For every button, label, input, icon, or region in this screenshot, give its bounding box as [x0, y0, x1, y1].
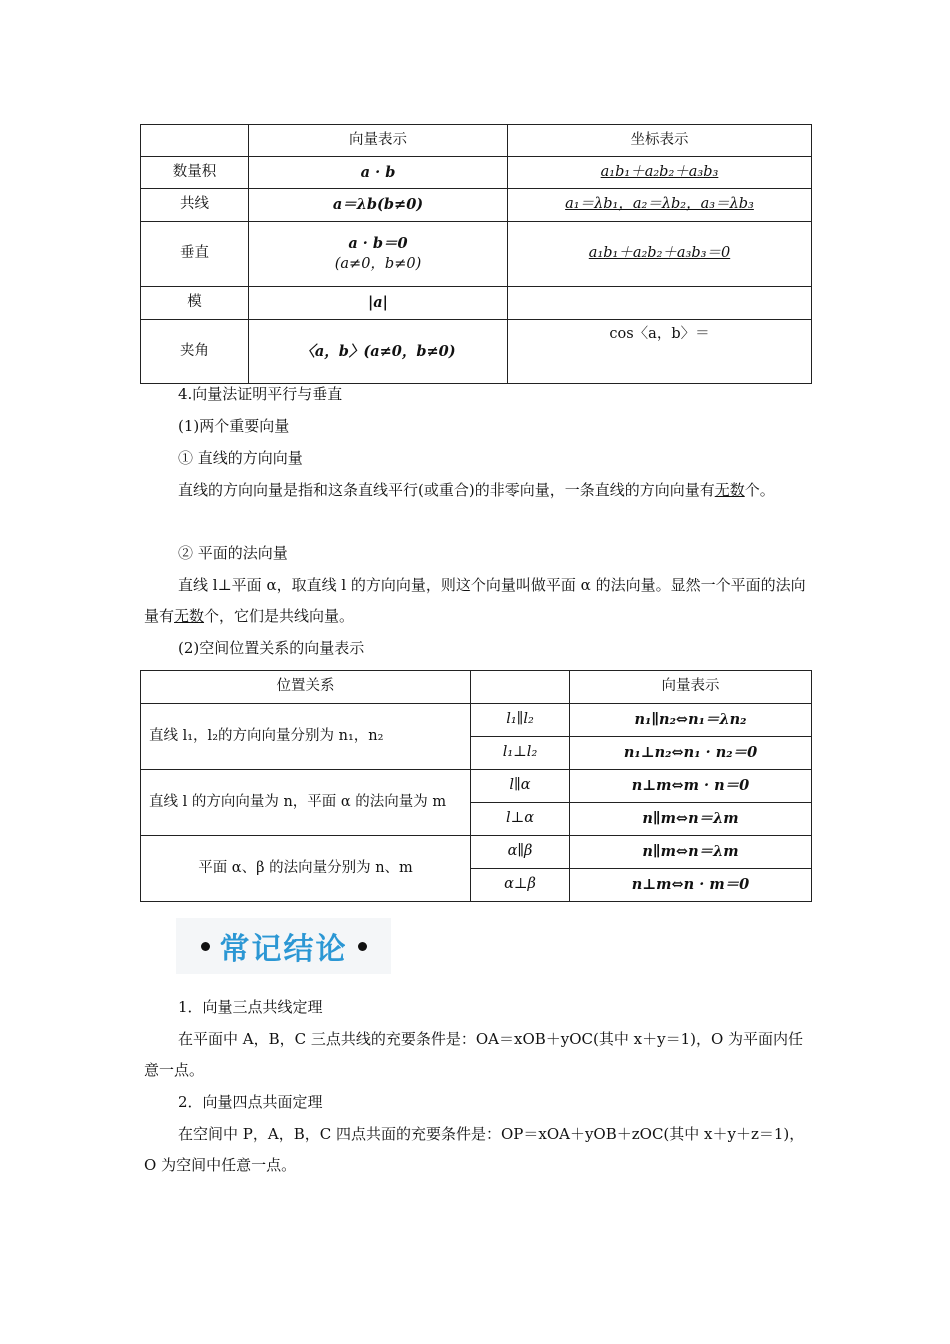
header-cell: 位置关系 — [141, 671, 471, 704]
vector-condition: n⊥m⇔m · n＝0 — [570, 770, 812, 803]
spatial-relations-table — [140, 670, 812, 902]
vector-condition: n⊥m⇔n · m＝0 — [570, 869, 812, 902]
underlined-answer: 无数 — [174, 607, 205, 625]
coordinate-form: a₁b₁＋a₂b₂＋a₃b₃ — [508, 157, 812, 189]
row-label: 数量积 — [141, 157, 249, 189]
table-row — [141, 222, 812, 287]
relation-symbol: l∥α — [471, 770, 570, 803]
item-title: ① 直线的方向向量 — [178, 449, 303, 467]
vector-form — [249, 222, 508, 287]
header-cell: 坐标表示 — [508, 125, 812, 157]
table-row — [141, 320, 812, 384]
header-cell: 向量表示 — [570, 671, 812, 704]
bullet-dot-icon — [201, 942, 210, 951]
table-row — [141, 287, 812, 320]
relation-description: 平面 α、β 的法向量分别为 n、m — [141, 836, 471, 902]
row-label: 夹角 — [141, 320, 249, 384]
bullet-dot-icon — [358, 942, 367, 951]
header-cell — [471, 671, 570, 704]
table-header-row — [141, 125, 812, 157]
conclusions-heading: 常记结论 — [219, 932, 348, 967]
vector-form-line: a · b＝0 — [348, 234, 408, 252]
paragraph-normal-vector — [144, 570, 810, 632]
vector-form: a＝λb(b≠0) — [249, 189, 508, 222]
vector-condition: n∥m⇔n＝λm — [570, 836, 812, 869]
theorem-title: 2．向量四点共面定理 — [178, 1093, 323, 1111]
text-run: 个，它们是共线向量。 — [204, 607, 355, 625]
row-label: 模 — [141, 287, 249, 320]
relation-symbol: α⊥β — [471, 869, 570, 902]
section-title: 4.向量法证明平行与垂直 — [178, 385, 343, 403]
relation-symbol: α∥β — [471, 836, 570, 869]
table-row — [141, 770, 812, 803]
relation-symbol: l₁∥l₂ — [471, 704, 570, 737]
table-row — [141, 157, 812, 189]
table-header-row — [141, 671, 812, 704]
vector-condition: n₁∥n₂⇔n₁＝λn₂ — [570, 704, 812, 737]
vector-form: 〈a，b〉(a≠0，b≠0) — [249, 320, 508, 384]
conclusions-heading-banner — [176, 918, 391, 974]
row-label: 垂直 — [141, 222, 249, 287]
vector-operations-table — [140, 124, 812, 384]
relation-description: 直线 l₁，l₂的方向向量分别为 n₁，n₂ — [141, 704, 471, 770]
table-row — [141, 836, 812, 869]
table-row — [141, 189, 812, 222]
paragraph-direction-vector — [144, 475, 810, 506]
relation-description: 直线 l 的方向向量为 n，平面 α 的法向量为 m — [141, 770, 471, 836]
coordinate-form — [508, 287, 812, 320]
theorem-text: 在平面中 A，B，C 三点共线的充要条件是：OA＝xOB＋yOC(其中 x＋y＝1)，O 为平面内任意一点。 — [144, 1030, 804, 1079]
theorem-title: 1．向量三点共线定理 — [178, 998, 323, 1016]
underlined-answer: 无数 — [714, 481, 745, 499]
vector-condition: n₁⊥n₂⇔n₁ · n₂＝0 — [570, 737, 812, 770]
row-label: 共线 — [141, 189, 249, 222]
relation-symbol: l₁⊥l₂ — [471, 737, 570, 770]
text-run: 直线 l⊥平面 α，取直线 l 的方向向量，则这个向量叫做平面 α 的法向量。显然一个平面的法向量有 — [144, 576, 806, 625]
vector-form-line: (a≠0，b≠0) — [334, 256, 422, 272]
vector-form: |a| — [249, 287, 508, 320]
subsection-title: (1)两个重要向量 — [178, 417, 290, 435]
subsection-title: (2)空间位置关系的向量表示 — [178, 639, 365, 657]
text-run: 直线的方向向量是指和这条直线平行(或重合)的非零向量，一条直线的方向向量有 — [178, 481, 715, 499]
theorem-text: 在空间中 P，A，B，C 四点共面的充要条件是：OP＝xOA＋yOB＋zOC(其中 x＋y＋z＝1)，O 为空间中任意一点。 — [144, 1125, 805, 1174]
vector-form: a · b — [249, 157, 508, 189]
item-title: ② 平面的法向量 — [178, 544, 288, 562]
coordinate-form: a₁＝λb₁，a₂＝λb₂，a₃＝λb₃ — [508, 189, 812, 222]
text-run: 个。 — [744, 481, 775, 499]
coordinate-form: a₁b₁＋a₂b₂＋a₃b₃＝0 — [508, 222, 812, 287]
relation-symbol: l⊥α — [471, 803, 570, 836]
vector-condition: n∥m⇔n＝λm — [570, 803, 812, 836]
header-cell — [141, 125, 249, 157]
table-row — [141, 704, 812, 737]
header-cell: 向量表示 — [249, 125, 508, 157]
coordinate-form: cos〈a，b〉＝ — [508, 320, 812, 384]
